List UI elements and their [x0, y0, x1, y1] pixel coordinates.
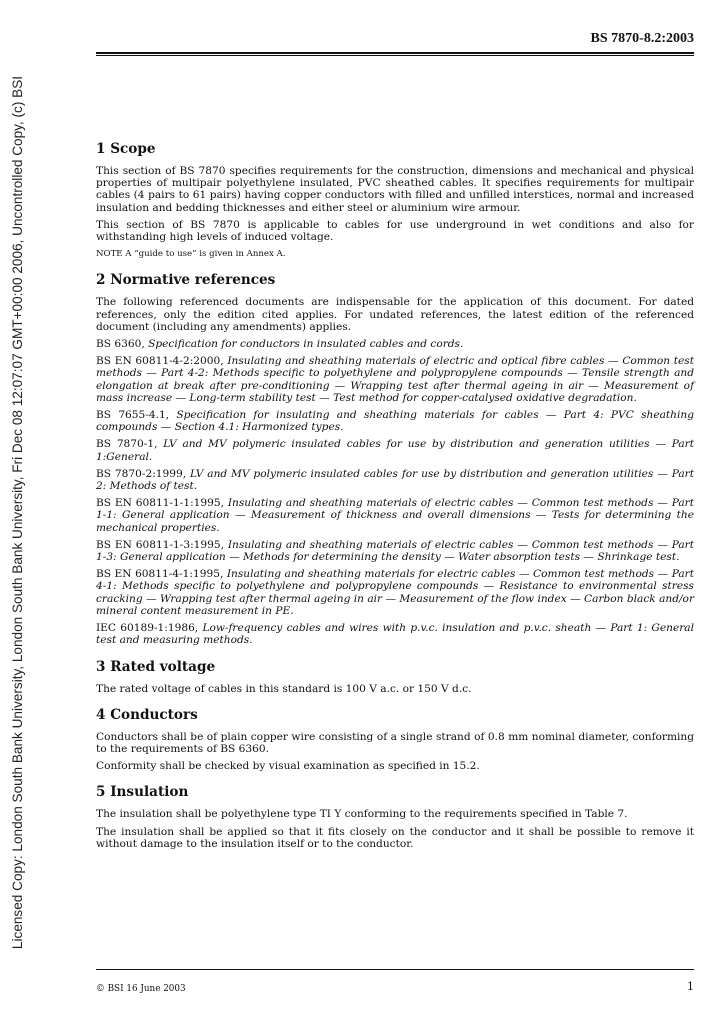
page-number: 1 — [687, 980, 694, 993]
scope-paragraph-1: This section of BS 7870 specifies requirements for the construction, dimensions and mechanical and physical properties of multipair polyethylene insulated, PVC sheathed cables. It specifies requirements for multipair cables (4 pairs to 61 pairs) having copper conductors with filled and unfilled interstices, normal and increased insulation and bedding thicknesses and either steel or aluminium wire armour. — [96, 165, 694, 214]
reference-code: BS 6360, — [96, 338, 145, 351]
conductors-paragraph-2: Conformity shall be checked by visual examination as specified in 15.2. — [96, 760, 480, 773]
reference-item — [96, 338, 694, 350]
reference-title: Specification for insulating and sheathing materials for cables — Part 4: PVC sheathing compounds — Section 4.1: Harmonized types. — [96, 409, 694, 434]
section-insulation — [96, 784, 694, 850]
insulation-paragraph-2: The insulation shall be applied so that it fits closely on the conductor and it shall be possible to remove it without damage to the insulation itself or to the conductor. — [96, 825, 694, 850]
header-rule — [96, 52, 694, 56]
license-watermark-text: Licensed Copy: London South Bank University, London South Bank University, Fri Dec 08 12:07:07 GMT+00:00 2006, Uncontrolled Copy, (c) BSI — [10, 75, 26, 949]
reference-title: Specification for conductors in insulated cables and cords. — [148, 338, 464, 351]
reference-title: Insulating and sheathing materials of electric and optical fibre cables — Common test methods — Part 4-2: Methods specific to polyethylene and polypropylene compounds — Tensile strength and elongation at break after pre-conditioning — Wrapping test after thermal ageing in air — Measurement of mass increase — Long-term stability test — Test method for copper-catalysed oxidative degradation. — [96, 355, 694, 404]
reference-title: Insulating and sheathing materials of electric cables — Common test methods — Part 1-1: General application — Measurement of thickness and overall dimensions — Tests for determining the mechanical properties. — [96, 497, 694, 534]
heading-conductors: 4 Conductors — [96, 706, 198, 723]
conductors-paragraph-1: Conductors shall be of plain copper wire consisting of a single strand of 0.8 mm nominal diameter, conforming to the requirements of BS 6360. — [96, 730, 694, 755]
reference-code: BS 7655-4.1, — [96, 409, 170, 422]
normative-intro: The following referenced documents are indispensable for the application of this document. For dated references, only the edition cited applies. For undated references, the latest edition of the referenced document (including any amendments) applies. — [96, 296, 694, 333]
reference-item — [96, 409, 694, 433]
footer-copyright: © BSI 16 June 2003 — [96, 984, 186, 994]
reference-item — [96, 539, 694, 563]
heading-normative-references: 2 Normative references — [96, 272, 276, 289]
scope-note: NOTE A “guide to use” is given in Annex A. — [96, 249, 286, 260]
reference-title: LV and MV polymeric insulated cables for use by distribution and generation utilities — Part 1:General. — [96, 438, 694, 463]
insulation-paragraph-1: The insulation shall be polyethylene type TI Y conforming to the requirements specified in Table 7. — [96, 808, 628, 821]
reference-code: BS EN 60811-4-1:1995, — [96, 568, 224, 581]
reference-code: BS EN 60811-1-1:1995, — [96, 497, 224, 510]
reference-code: BS EN 60811-4-2:2000, — [96, 355, 224, 368]
scope-paragraph-2: This section of BS 7870 is applicable to cables for use underground in wet conditions and also for withstanding high levels of induced voltage. — [96, 218, 694, 244]
page-content — [96, 141, 694, 862]
reference-title: Low-frequency cables and wires with p.v.c. insulation and p.v.c. sheath — Part 1: General test and measuring methods. — [96, 622, 695, 647]
heading-scope: 1 Scope — [96, 141, 156, 157]
section-scope — [96, 141, 694, 260]
reference-code: BS 7870-2:1999, — [96, 467, 187, 480]
reference-item — [96, 497, 694, 534]
reference-title: LV and MV polymeric insulated cables for use by distribution and generation utilities — Part 2: Methods of test. — [96, 467, 694, 493]
reference-code: IEC 60189-1:1986, — [96, 622, 199, 635]
section-conductors — [96, 707, 694, 773]
heading-rated-voltage: 3 Rated voltage — [96, 658, 216, 675]
document-code: BS 7870-8.2:2003 — [590, 31, 694, 46]
section-normative-references — [96, 272, 694, 646]
rated-voltage-paragraph: The rated voltage of cables in this standard is 100 V a.c. or 150 V d.c. — [96, 682, 472, 695]
footer-rule — [96, 969, 694, 970]
reference-title: Insulating and sheathing materials of electric cables — Common test methods — Part 1-3: General application — Methods for determining the density — Water absorption tests — Shrinkage test. — [96, 538, 694, 564]
reference-title: Insulating and sheathing materials for electric cables — Common test methods — Part 4-1: Methods specific to polyethylene and polypropylene compounds — Resistance to environmental stress cracking — Wrapping test after thermal ageing in air — Measurement of the flow index — Carbon black and/or mineral content measurement in PE. — [96, 568, 695, 617]
side-watermark — [0, 0, 36, 1024]
reference-item — [96, 622, 694, 646]
section-rated-voltage — [96, 659, 694, 695]
reference-item — [96, 568, 694, 617]
reference-code: BS EN 60811-1-3:1995, — [96, 538, 224, 551]
reference-item — [96, 355, 694, 404]
reference-item — [96, 468, 694, 492]
reference-item — [96, 438, 694, 462]
reference-code: BS 7870-1, — [96, 438, 158, 451]
heading-insulation: 5 Insulation — [96, 784, 189, 801]
